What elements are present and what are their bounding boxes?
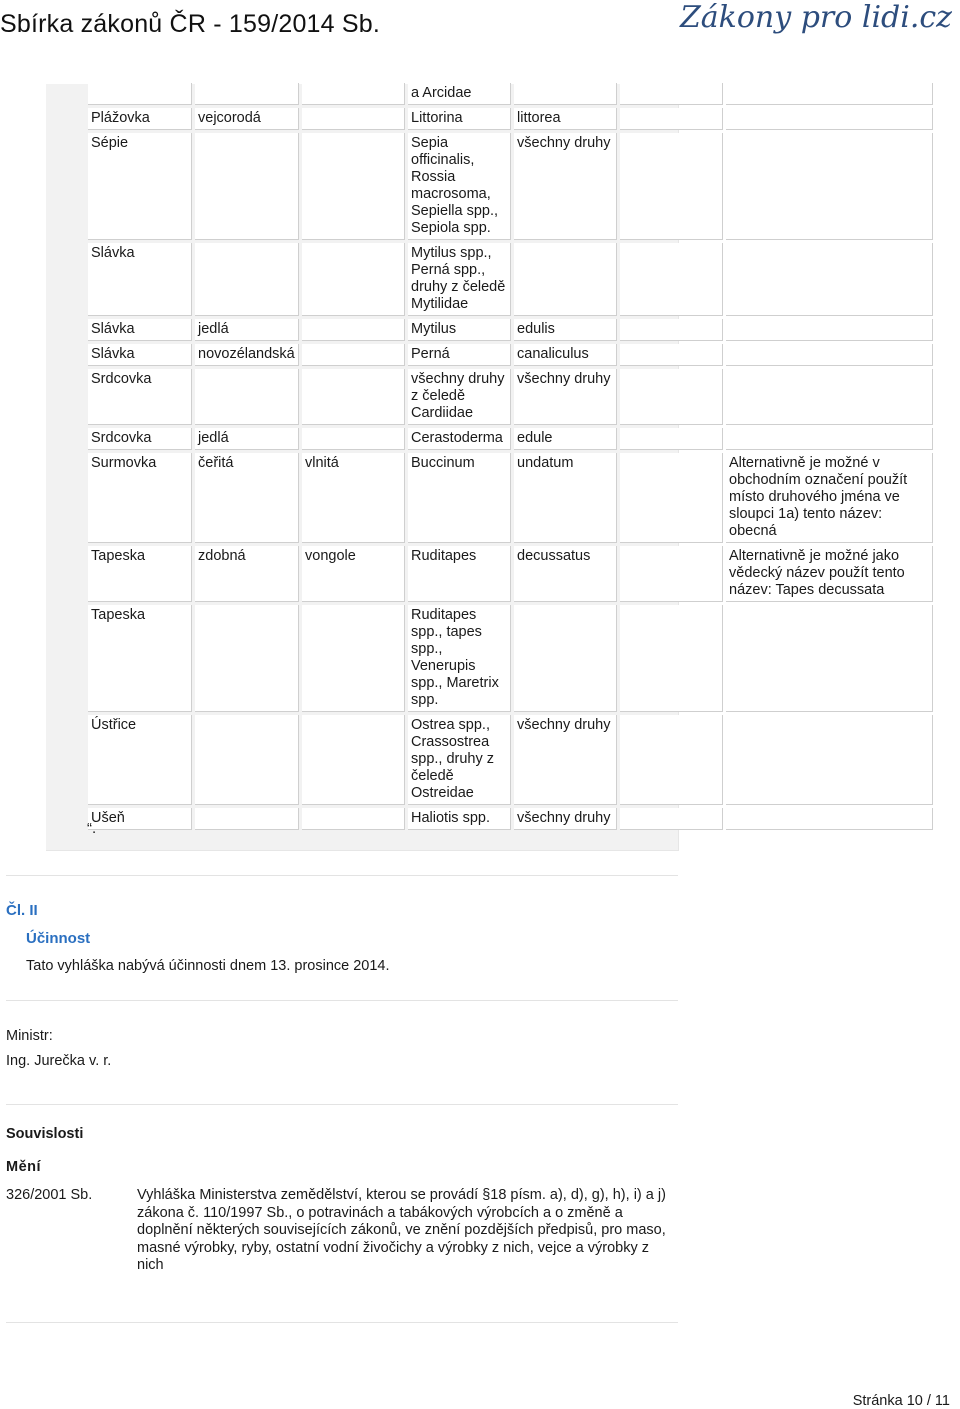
minister-label: Ministr:: [6, 1028, 53, 1044]
table-cell: [726, 605, 933, 712]
table-cell: decussatus: [514, 546, 617, 602]
table-cell: Littorina: [408, 108, 511, 130]
table-cell: zdobná: [195, 546, 299, 602]
table-cell: [620, 369, 723, 425]
table-cell: Surmovka: [88, 453, 192, 543]
table-cell: Slávka: [88, 344, 192, 366]
table-cell: [302, 133, 405, 240]
table-cell: [195, 133, 299, 240]
document-title: Sbírka zákonů ČR - 159/2014 Sb.: [0, 10, 381, 38]
table-cell: všechny druhy: [514, 133, 617, 240]
table-cell: všechny druhy: [514, 369, 617, 425]
table-cell: [302, 319, 405, 341]
table-cell: novozélandská: [195, 344, 299, 366]
table-cell: [726, 344, 933, 366]
related-ref-link[interactable]: 326/2001 Sb.: [6, 1187, 93, 1203]
table-cell: [195, 83, 299, 105]
table-cell: [302, 369, 405, 425]
table-cell: vongole: [302, 546, 405, 602]
table-cell: [302, 243, 405, 316]
table-row: [88, 133, 933, 240]
table-cell: littorea: [514, 108, 617, 130]
related-heading: Souvislosti: [6, 1126, 84, 1142]
article-number: Čl. II: [6, 902, 38, 919]
table-cell: všechny druhy: [514, 808, 617, 830]
related-ref-text: Vyhláška Ministerstva zemědělství, kterou se provádí §18 písm. a), d), g), h), i) a j) zákona č. 110/1997 Sb., o potravinách a tabákových výrobcích a o změně a doplnění některých souvisejících zákonů, ve znění pozdějších předpisů, pro maso, masné výrobky, ryby, ostatní vodní živočichy a výrobky z nich, vejce a výrobky z nich: [137, 1187, 666, 1273]
table-cell: [514, 605, 617, 712]
table-cell: Tapeska: [88, 605, 192, 712]
table-cell: edulis: [514, 319, 617, 341]
quote-end-mark: “.: [87, 820, 97, 837]
table-cell: a Arcidae: [408, 83, 511, 105]
table-cell: [726, 83, 933, 105]
table-cell: Buccinum: [408, 453, 511, 543]
table-cell: [514, 83, 617, 105]
table-cell: vlnitá: [302, 453, 405, 543]
table-cell: Mytilus: [408, 319, 511, 341]
table-cell: Ostrea spp., Crassostrea spp., druhy z čeledě Ostreidae: [408, 715, 511, 805]
table-cell: Alternativně je možné jako vědecký název použít tento název: Tapes decussata: [726, 546, 933, 602]
table-row: [88, 344, 933, 366]
table-cell: [620, 546, 723, 602]
table-row: [88, 428, 933, 450]
species-table: [85, 80, 936, 833]
table-row: [88, 243, 933, 316]
article-title: Účinnost: [26, 930, 91, 947]
table-cell: [620, 605, 723, 712]
table-cell: [302, 108, 405, 130]
table-cell: čeřitá: [195, 453, 299, 543]
table-row: [88, 605, 933, 712]
table-cell: Ruditapes spp., tapes spp., Venerupis spp., Maretrix spp.: [408, 605, 511, 712]
table-cell: Perná: [408, 344, 511, 366]
table-cell: [302, 715, 405, 805]
table-cell: Mytilus spp., Perná spp., druhy z čeledě Mytilidae: [408, 243, 511, 316]
table-cell: [302, 605, 405, 712]
table-cell: Sépie: [88, 133, 192, 240]
table-cell: edule: [514, 428, 617, 450]
table-cell: [620, 243, 723, 316]
page-header: [0, 0, 960, 52]
table-cell: undatum: [514, 453, 617, 543]
table-cell: [726, 715, 933, 805]
table-cell: [195, 808, 299, 830]
table-cell: canaliculus: [514, 344, 617, 366]
table-row: [88, 83, 933, 105]
table-cell: všechny druhy: [514, 715, 617, 805]
table-cell: [726, 243, 933, 316]
table-row: [88, 369, 933, 425]
table-cell: Ušeň: [88, 808, 192, 830]
table-cell: [620, 808, 723, 830]
table-cell: [620, 319, 723, 341]
table-cell: Srdcovka: [88, 369, 192, 425]
site-logo[interactable]: Zákony pro lidi.cz: [679, 0, 952, 35]
table-cell: [620, 344, 723, 366]
table-row: [88, 319, 933, 341]
table-cell: Ústřice: [88, 715, 192, 805]
table-cell: [514, 243, 617, 316]
minister-name: Ing. Jurečka v. r.: [6, 1053, 112, 1069]
table-row: [88, 108, 933, 130]
table-cell: Plážovka: [88, 108, 192, 130]
divider: [6, 1322, 678, 1323]
table-cell: Sepia officinalis, Rossia macrosoma, Sepiella spp., Sepiola spp.: [408, 133, 511, 240]
table-cell: [620, 715, 723, 805]
table-cell: Alternativně je možné v obchodním označení použít místo druhového jména ve sloupci 1a) tento název: obecná: [726, 453, 933, 543]
table-cell: [195, 243, 299, 316]
table-cell: Haliotis spp.: [408, 808, 511, 830]
divider: [6, 1000, 678, 1001]
page-number: Stránka 10 / 11: [852, 1393, 950, 1409]
table-cell: [302, 808, 405, 830]
table-cell: [620, 428, 723, 450]
table-row: [88, 715, 933, 805]
table-cell: [726, 133, 933, 240]
table-row: [88, 808, 933, 830]
table-cell: [726, 428, 933, 450]
divider: [6, 875, 678, 876]
table-cell: [302, 83, 405, 105]
table-cell: [726, 108, 933, 130]
table-cell: jedlá: [195, 428, 299, 450]
table-cell: [195, 605, 299, 712]
table-cell: [620, 83, 723, 105]
table-cell: [195, 715, 299, 805]
table-cell: všechny druhy z čeledě Cardiidae: [408, 369, 511, 425]
table-cell: [620, 453, 723, 543]
article-text: Tato vyhláška nabývá účinnosti dnem 13. prosince 2014.: [26, 958, 390, 974]
table-cell: [726, 319, 933, 341]
table-cell: [88, 83, 192, 105]
table-cell: Slávka: [88, 319, 192, 341]
table-cell: [726, 808, 933, 830]
table-cell: vejcorodá: [195, 108, 299, 130]
table-cell: Srdcovka: [88, 428, 192, 450]
table-cell: [302, 344, 405, 366]
table-cell: [620, 133, 723, 240]
table-cell: jedlá: [195, 319, 299, 341]
table-cell: [726, 369, 933, 425]
divider: [6, 1104, 678, 1105]
table-cell: Tapeska: [88, 546, 192, 602]
table-cell: Ruditapes: [408, 546, 511, 602]
table-row: [88, 453, 933, 543]
table-cell: Slávka: [88, 243, 192, 316]
table-row: [88, 546, 933, 602]
table-cell: [620, 108, 723, 130]
table-cell: [195, 369, 299, 425]
table-cell: [302, 428, 405, 450]
table-cell: Cerastoderma: [408, 428, 511, 450]
related-subheading: Mění: [6, 1159, 42, 1175]
